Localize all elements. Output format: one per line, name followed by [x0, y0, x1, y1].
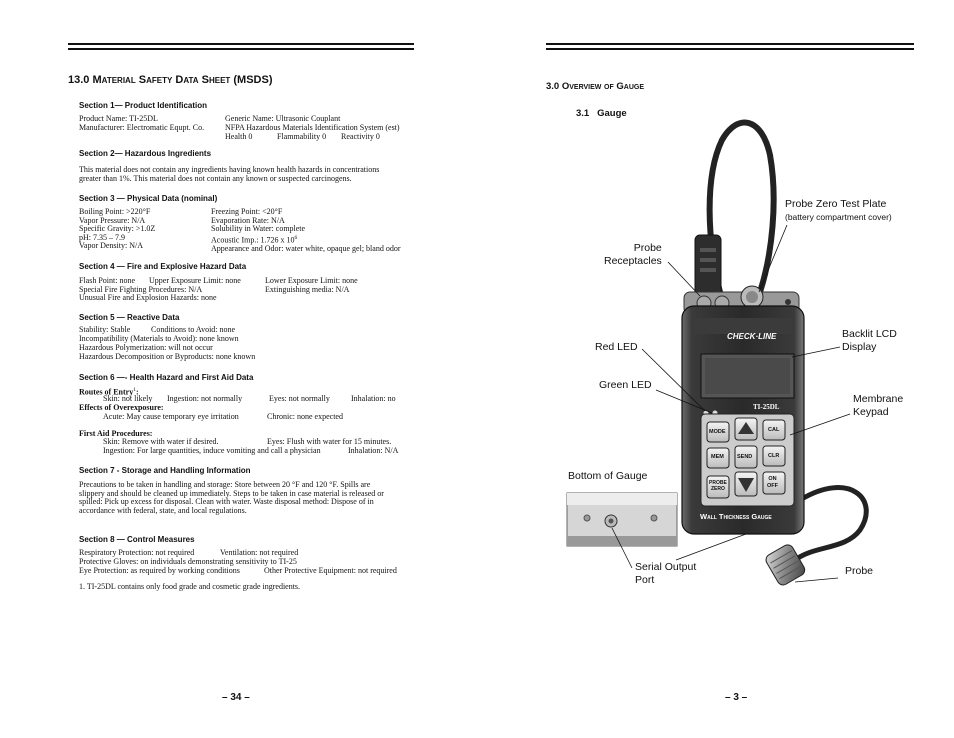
section-6-heading: Section 6 —- Health Hazard and First Aid Data	[79, 373, 254, 382]
incompatibility: Incompatibility (Materials to Avoid): none known	[79, 334, 239, 343]
first-aid-heading: First Aid Procedures:	[79, 429, 153, 438]
section-2-line-1: This material does not contain any ingredients having known health hazards in concentrations	[79, 165, 380, 174]
label-membrane-keypad: Membrane Keypad	[853, 393, 904, 418]
product-name: Product Name: TI-25DL	[79, 114, 158, 123]
storage-handling-text: Precautions to be taken in handling and storage: Store between 20 °F and 120 °F. Spills are slippery and should be cleaned up immediately. Steps to be taken in case material is released or spilled: Pick up excess for disposal. Clean with water. Waste disposal method: Dispose of in accordance with federal, state, and local regulations.	[79, 480, 384, 515]
acoustic-impedance: Acoustic Imp.: 1.726 x $10^6$	[211, 234, 298, 245]
unusual-hazards: Unusual Fire and Explosion Hazards: none	[79, 293, 217, 302]
effects-of-overexposure: Effects of Overexposure:	[79, 403, 164, 412]
label-backlit-lcd: Backlit LCD Display	[842, 328, 897, 353]
hazardous-decomposition: Hazardous Decomposition or Byproducts: none known	[79, 352, 256, 361]
probe	[764, 543, 807, 587]
hazardous-polymerization: Hazardous Polymerization: will not occur	[79, 343, 213, 352]
extinguishing-media: Extinguishing media: N/A	[265, 285, 350, 294]
model-label: TI-25DL	[753, 403, 780, 411]
route-inhalation: Inhalation: no	[351, 394, 396, 403]
label-green-led: Green LED	[599, 379, 652, 391]
label-red-led: Red LED	[595, 341, 638, 353]
vapor-density: Vapor Density: N/A	[79, 241, 143, 251]
mode-key[interactable]: MODE	[709, 429, 726, 435]
vapor-pressure: Vapor Pressure: N/A	[79, 215, 146, 225]
boiling-point: Boiling Point: >220°F	[79, 207, 151, 216]
probe-cable-bottom	[795, 488, 866, 560]
subsection-title: 3.1 Gauge	[576, 108, 627, 119]
freezing-point: Freezing Point: <20°F	[211, 207, 283, 216]
section-5-heading: Section 5 — Reactive Data	[79, 313, 180, 322]
label-probe-receptacles: Probe Receptacles	[604, 242, 662, 267]
eye-protection: Eye Protection: as required by working conditions	[79, 566, 240, 575]
nfpa-reactivity: Reactivity 0	[341, 132, 380, 141]
solubility: Solubility in Water: complete	[211, 224, 306, 234]
label-probe: Probe	[845, 565, 874, 577]
generic-name: Generic Name: Ultrasonic Couplant	[225, 114, 341, 123]
fire-fighting-procedures: Special Fire Fighting Procedures: N/A	[79, 285, 203, 294]
specific-gravity: Specific Gravity: >1.0Z	[79, 224, 156, 234]
other-protective-equipment: Other Protective Equipment: not required	[264, 566, 397, 575]
chronic-effects: Chronic: none expected	[267, 412, 343, 421]
nfpa-health: Health 0	[225, 132, 253, 141]
page-title: 13.0 Material Safety Data Sheet (MSDS)	[68, 74, 273, 86]
clr-key[interactable]: CLR	[768, 453, 780, 459]
nfpa-heading: NFPA Hazardous Materials Identification System (est)	[225, 123, 400, 132]
appearance-odor: Appearance and Odor: water white, opaque gel; bland odor	[211, 244, 401, 254]
acute-effects: Acute: May cause temporary eye irritation	[103, 412, 239, 421]
section-1-heading: Section 1— Product Identification	[79, 101, 208, 110]
manufacturer: Manufacturer: Electromatic Equpt. Co.	[79, 123, 205, 132]
evaporation-rate: Evaporation Rate: N/A	[211, 215, 285, 225]
conditions-to-avoid: Conditions to Avoid: none	[151, 325, 236, 334]
section-4-heading: Section 4 — Fire and Explosive Hazard Data	[79, 262, 247, 271]
page-number-left: – 34 –	[222, 692, 250, 703]
route-eyes: Eyes: not normally	[269, 394, 330, 403]
cal-key[interactable]: CAL	[768, 427, 780, 433]
section-8-heading: Section 8 — Control Measures	[79, 535, 195, 544]
routes-of-entry: Routes of Entry$^1$:	[79, 387, 139, 397]
first-aid-skin: Skin: Remove with water if desired.	[103, 437, 219, 446]
footnote: 1. TI-25DL contains only food grade and cosmetic grade ingredients.	[79, 582, 301, 591]
protective-gloves: Protective Gloves: on individuals demonstrating sensitivity to TI-25	[79, 557, 297, 566]
label-bottom-of-gauge: Bottom of Gauge	[568, 470, 648, 482]
on-off-key[interactable]: ON OFF	[767, 476, 778, 489]
probe-zero-key[interactable]: PROBE ZERO	[709, 480, 727, 492]
section-7-heading: Section 7 - Storage and Handling Information	[79, 466, 251, 475]
route-ingestion: Ingestion: not normally	[167, 394, 243, 403]
section-3-heading: Section 3 — Physical Data (nominal)	[79, 194, 218, 203]
brand-logo: CHECK·LINE	[727, 332, 777, 341]
first-aid-ingestion: Ingestion: For large quantities, induce vomiting and call a physician	[103, 446, 321, 455]
cable-connector	[695, 235, 721, 297]
label-probe-zero: Probe Zero Test Plate	[785, 198, 887, 210]
lower-exposure-limit: Lower Exposure Limit: none	[265, 276, 358, 285]
section-2-line-2: greater than 1%. This material does not contain any known or suspected carcinogens.	[79, 174, 352, 183]
section-title: 3.0 Overview of Gauge	[546, 81, 645, 92]
ventilation: Ventilation: not required	[220, 548, 299, 557]
respiratory-protection: Respiratory Protection: not required	[79, 548, 195, 557]
route-skin: Skin: not likely	[103, 394, 153, 403]
stability: Stability: Stable	[79, 325, 131, 334]
first-aid-inhalation: Inhalation: N/A	[348, 446, 399, 455]
flash-point: Flash Point: none	[79, 276, 136, 285]
label-probe-zero-sub: (battery compartment cover)	[785, 212, 892, 222]
first-aid-eyes: Eyes: Flush with water for 15 minutes.	[267, 437, 392, 446]
send-key[interactable]: SEND	[737, 454, 753, 460]
label-serial-output: Serial Output Port	[635, 561, 697, 586]
nfpa-flammability: Flammability 0	[277, 132, 327, 141]
page-number-right: – 3 –	[725, 692, 748, 703]
section-2-heading: Section 2— Hazardous Ingredients	[79, 149, 212, 158]
mem-key[interactable]: MEM	[711, 454, 724, 460]
device-footer-label: Wall Thickness Gauge	[700, 512, 772, 521]
ph: pH: 7.35 – 7.9	[79, 232, 125, 242]
upper-exposure-limit: Upper Exposure Limit: none	[149, 276, 241, 285]
